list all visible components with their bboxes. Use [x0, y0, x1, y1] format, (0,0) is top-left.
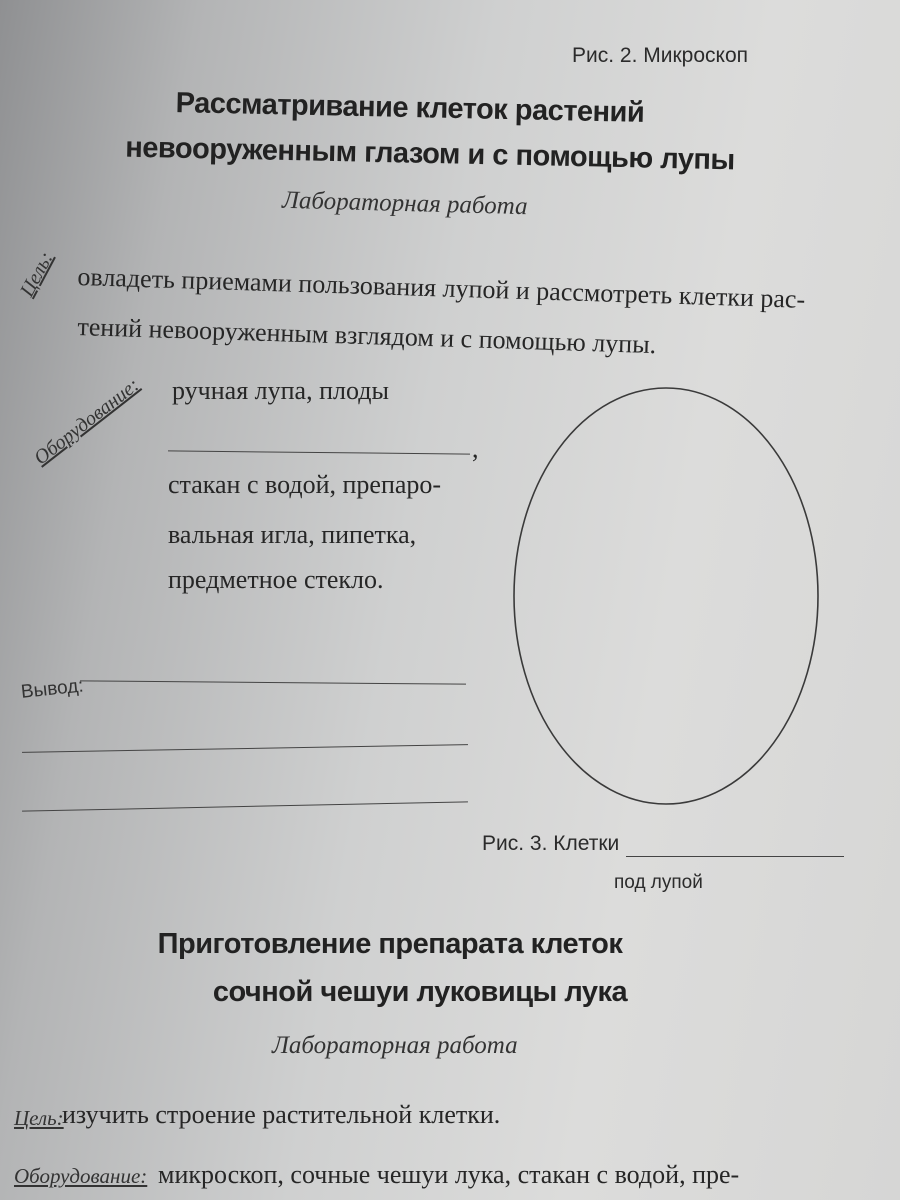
- conclusion-line-2[interactable]: [22, 744, 468, 753]
- section-1-goal-label: Цель:: [16, 248, 58, 301]
- conclusion-line-3[interactable]: [22, 801, 468, 811]
- section-1-equipment-line-1: ручная лупа, плоды: [172, 376, 389, 405]
- figure-3-caption: Рис. 3. Клетки: [482, 832, 620, 855]
- section-1-equipment-line-4: предметное стекло.: [168, 565, 384, 594]
- conclusion-line-1[interactable]: [80, 680, 466, 684]
- figure-3-drawing-area[interactable]: [500, 385, 830, 815]
- section-1-conclusion-label: Вывод:: [20, 675, 85, 703]
- section-1-equipment-label: Оборудование:: [30, 373, 144, 470]
- section-2-subtitle: Лабораторная работа: [272, 1032, 518, 1059]
- equipment-blank-comma: ,: [472, 434, 479, 463]
- equipment-fill-in-line[interactable]: [168, 450, 470, 454]
- figure-2-caption: Рис. 2. Микроскоп: [572, 44, 748, 67]
- section-1-subtitle: Лабораторная работа: [281, 186, 528, 221]
- section-1-equipment-line-2: стакан с водой, препаро-: [168, 470, 442, 499]
- section-2-goal-text: изучить строение растительной клетки.: [62, 1100, 501, 1129]
- section-2-title-line-1: Приготовление препарата клеток: [157, 928, 623, 960]
- section-2-equipment-label: Оборудование:: [14, 1164, 148, 1188]
- section-1-goal-line-1: овладеть приемами пользования лупой и рассмотреть клетки рас-: [77, 262, 806, 314]
- figure-3-caption-fill-in-line[interactable]: [626, 856, 844, 857]
- section-1-equipment-line-3: вальная игла, пипетка,: [168, 520, 417, 549]
- section-2-equipment-text: микроскоп, сочные чешуи лука, стакан с водой, пре-: [158, 1160, 740, 1189]
- section-1-title-line-1: Рассматривание клеток растений: [175, 87, 645, 129]
- section-2-goal-label: Цель:: [14, 1106, 64, 1130]
- section-1-goal-line-2: тений невооруженным взглядом и с помощью лупы.: [77, 312, 657, 360]
- section-2-title-line-2: сочной чешуи луковицы лука: [212, 976, 628, 1008]
- figure-3-caption-line-2: под лупой: [614, 872, 703, 893]
- section-1-title-line-2: невооруженным глазом и с помощью лупы: [124, 131, 736, 177]
